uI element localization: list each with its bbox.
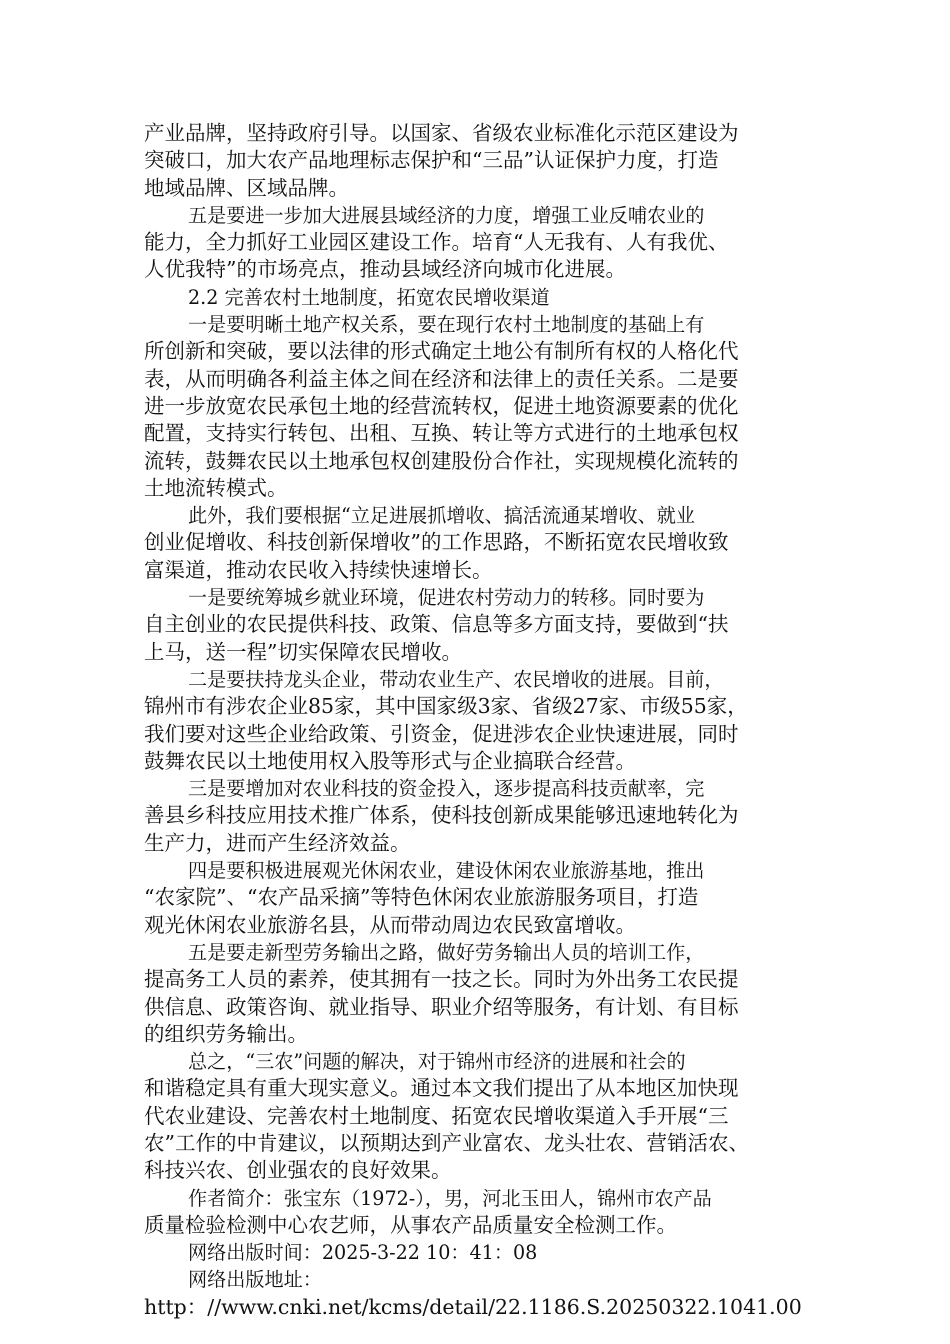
text-line: 锦州市有涉农企业85家，其中国家级3家、省级27家、市级55家， bbox=[144, 694, 748, 719]
text-line: 五是要走新型劳务输出之路，做好劳务输出人员的培训工作， bbox=[188, 940, 705, 964]
text-line: 地域品牌、区域品牌。 bbox=[144, 175, 349, 200]
text-line: “农家院”、“农产品采摘”等特色休闲农业旅游服务项目，打造 bbox=[144, 885, 699, 910]
text-line: 鼓舞农民以土地使用权入股等形式与企业搞联合经营。 bbox=[144, 748, 636, 773]
text-line: 观光休闲农业旅游名县，从而带动周边农民致富增收。 bbox=[144, 912, 636, 937]
text-line: 的组织劳务输出。 bbox=[144, 1021, 308, 1046]
text-line: 自主创业的农民提供科技、政策、信息等多方面支持，要做到“扶 bbox=[144, 612, 729, 637]
text-line: 上马，送一程”切实保障农民增收。 bbox=[144, 639, 462, 664]
text-line: 作者简介：张宝东（1972-），男，河北玉田人，锦州市农产品 bbox=[188, 1186, 712, 1210]
text-line: 突破口，加大农产品地理标志保护和“三品”认证保护力度，打造 bbox=[144, 148, 719, 173]
text-line: 质量检验检测中心农艺师，从事农产品质量安全检测工作。 bbox=[144, 1212, 677, 1237]
text-line: 我们要对这些企业给政策、引资金，促进涉农企业快速进展，同时 bbox=[144, 721, 739, 746]
text-line: 富渠道，推动农民收入持续快速增长。 bbox=[144, 557, 493, 582]
text-line: 产业品牌，坚持政府引导。以国家、省级农业标准化示范区建设为 bbox=[144, 121, 739, 145]
text-line: 网络出版地址： bbox=[188, 1268, 322, 1292]
text-line: 人优我特”的市场亮点，推动县域经济向城市化进展。 bbox=[144, 257, 626, 282]
text-line: 农”工作的中肯建议，以预期达到产业富农、龙头壮农、营销活农、 bbox=[144, 1130, 749, 1155]
document-page bbox=[144, 120, 806, 1321]
text-line: 五是要进一步加大进展县域经济的力度，增强工业反哺农业的 bbox=[188, 203, 705, 227]
text-line: 四是要积极进展观光休闲农业，建设休闲农业旅游基地，推出 bbox=[188, 859, 705, 883]
text-line: 三是要增加对农业科技的资金投入，逐步提高科技贡献率，完 bbox=[188, 777, 705, 801]
text-line: 生产力，进而产生经济效益。 bbox=[144, 830, 411, 855]
text-line: 配置，支持实行转包、出租、互换、转让等方式进行的土地承包权 bbox=[144, 421, 739, 446]
text-line: http：//www.cnki.net/kcms/detail/22.1186.S.20250322.1041.00 bbox=[144, 1294, 802, 1319]
text-line: 二是要扶持龙头企业，带动农业生产、农民增收的进展。目前， bbox=[188, 667, 724, 691]
text-line: 土地流转模式。 bbox=[144, 475, 288, 500]
text-line: 创业促增收、科技创新保增收”的工作思路，不断拓宽农民增收致 bbox=[144, 530, 729, 555]
text-line: 网络出版时间：2025-3-22 10：41：08 bbox=[188, 1241, 538, 1265]
text-line: 能力，全力抓好工业园区建设工作。培育“人无我有、人有我优、 bbox=[144, 230, 729, 255]
text-line: 和谐稳定具有重大现实意义。通过本文我们提出了从本地区加快现 bbox=[144, 1076, 739, 1101]
text-line: 提高务工人员的素养，使其拥有一技之长。同时为外出务工农民提 bbox=[144, 967, 739, 992]
text-line: 代农业建设、完善农村土地制度、拓宽农民增收渠道入手开展“三 bbox=[144, 1103, 729, 1128]
text-line: 流转，鼓舞农民以土地承包权创建股份合作社，实现规模化流转的 bbox=[144, 448, 739, 473]
text-line: 所创新和突破，要以法律的形式确定土地公有制所有权的人格化代 bbox=[144, 339, 739, 364]
text-line: 一是要统筹城乡就业环境，促进农村劳动力的转移。同时要为 bbox=[188, 586, 705, 610]
text-line: 科技兴农、创业强农的良好效果。 bbox=[144, 1158, 452, 1183]
text-line: 进一步放宽农民承包土地的经营流转权，促进土地资源要素的优化 bbox=[144, 393, 739, 418]
text-line: 一是要明晰土地产权关系，要在现行农村土地制度的基础上有 bbox=[188, 313, 705, 337]
text-line: 2.2 完善农村土地制度，拓宽农民增收渠道 bbox=[188, 285, 550, 309]
text-line: 表，从而明确各利益主体之间在经济和法律上的责任关系。二是要 bbox=[144, 366, 739, 391]
text-line: 此外，我们要根据“立足进展抓增收、搞活流通某增收、就业 bbox=[188, 504, 696, 528]
text-line: 供信息、政策咨询、就业指导、职业介绍等服务，有计划、有目标 bbox=[144, 994, 739, 1019]
text-line: 善县乡科技应用技术推广体系，使科技创新成果能够迅速地转化为 bbox=[144, 803, 739, 828]
text-line: 总之，“三农”问题的解决，对于锦州市经济的进展和社会的 bbox=[188, 1050, 686, 1074]
